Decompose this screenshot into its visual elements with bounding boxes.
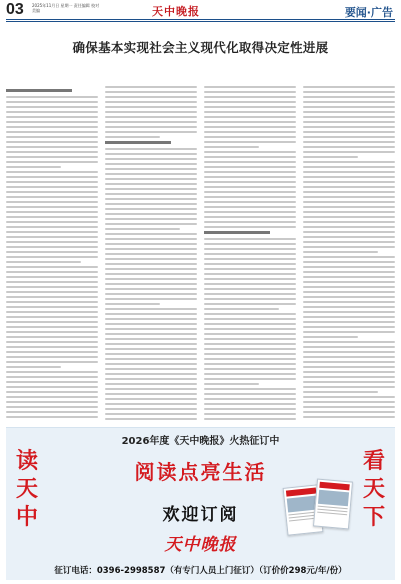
article-text-line [303,136,395,138]
article-text-line [303,101,395,103]
article-subheading [204,231,270,234]
article-text-line [303,236,395,238]
article-text-line [6,341,98,343]
article-text-line [105,363,197,365]
article-text-line [303,126,395,128]
article-text-line [204,146,259,148]
article-text-line [204,348,296,350]
article-text-line [105,333,197,335]
article-text-line [105,218,197,220]
article-text-line [204,221,296,223]
article-text-line [303,371,395,373]
article-text-line [105,106,197,108]
article-text-line [204,278,296,280]
article-text-line [204,368,296,370]
article-text-line [6,231,98,233]
ad-subscription-phone: 征订电话：0396-2998587（有专门人员上门征订）（订价价298元/年/份） [54,566,347,576]
article-text-line [6,141,98,143]
article-text-line [303,271,395,273]
article-text-line [204,353,296,355]
article-text-line [6,206,98,208]
article-text-line [204,288,296,290]
article-text-line [6,356,98,358]
article-text-line [6,281,98,283]
article-text-line [204,96,296,98]
article-text-line [303,151,395,153]
article-text-line [6,161,98,163]
article-text-line [204,343,296,345]
article-text-line [105,96,197,98]
article-text-line [105,91,197,93]
article-text-line [105,388,197,390]
article-text-line [105,268,197,270]
issue-meta: 2025年11月日 星期一 责任编辑 校对 美编 [32,3,100,13]
article-text-line [105,373,197,375]
article-text-line [6,391,98,393]
article-text-line [303,206,395,208]
article-text-line [105,248,197,250]
article-text-line [204,166,296,168]
article-text-line [204,373,296,375]
article-column-2 [105,86,197,421]
article-text-line [105,163,197,165]
article-text-line [6,101,98,103]
article-text-line [204,338,296,340]
article-text-line [204,121,296,123]
article-text-line [6,131,98,133]
article-text-line [105,293,197,295]
article-text-line [6,121,98,123]
article-text-line [6,271,98,273]
article-text-line [105,188,197,190]
article-text-line [204,131,296,133]
article-text-line [303,211,395,213]
article-text-line [105,183,197,185]
article-text-line [6,276,98,278]
article-text-line [105,223,197,225]
article-text-line [303,411,395,413]
article-column-3 [204,86,296,421]
article-text-line [105,198,197,200]
article-text-line [303,301,395,303]
article-text-line [6,241,98,243]
article-text-line [6,376,98,378]
article-text-line [303,241,395,243]
article-text-line [105,243,197,245]
article-text-line [204,211,296,213]
article-text-line [204,206,296,208]
article-text-line [303,346,395,348]
article-text-line [6,351,98,353]
article-text-line [303,376,395,378]
article-text-line [105,178,197,180]
article-text-line [105,368,197,370]
article-text-line [204,403,296,405]
article-text-line [6,226,98,228]
article-text-line [303,366,395,368]
article-text-line [204,273,296,275]
article-text-line [6,301,98,303]
newspaper-illustration-front [313,479,353,530]
article-text-line [204,141,296,143]
article-text-line [303,351,395,353]
article-text-line [204,116,296,118]
article-text-line [303,106,395,108]
article-text-line [303,256,395,258]
article-text-line [6,306,98,308]
article-text-line [204,126,296,128]
article-text-line [105,233,197,235]
article-text-line [204,323,296,325]
article-text-line [303,416,395,418]
header-rule-secondary [6,21,395,22]
article-text-line [6,116,98,118]
article-text-line [303,171,395,173]
article-text-line [6,246,98,248]
article-text-line [105,101,197,103]
article-text-line [6,326,98,328]
article-text-line [105,273,197,275]
subscription-advertisement [6,427,395,580]
article-text-line [6,171,98,173]
article-text-line [105,418,197,420]
article-text-line [105,338,197,340]
article-text-line [105,343,197,345]
article-text-line [204,176,296,178]
article-text-line [303,356,395,358]
article-text-line [204,328,296,330]
article-text-line [303,96,395,98]
article-text-line [303,181,395,183]
article-text-line [105,203,197,205]
article-text-line [303,406,395,408]
article-text-line [303,386,395,388]
article-text-line [303,381,395,383]
article-text-line [204,308,279,310]
article-text-line [105,358,197,360]
article-text-line [6,381,98,383]
article-text-line [204,248,296,250]
article-text-line [204,191,296,193]
article-text-line [105,208,197,210]
article-text-line [303,391,378,393]
article-text-line [105,378,197,380]
article-text-line [6,291,98,293]
article-text-line [303,121,395,123]
article-text-line [204,101,296,103]
article-column-1 [6,86,98,421]
article-text-line [6,256,98,258]
article-text-line [105,308,197,310]
article-text-line [303,131,395,133]
article-text-line [303,146,395,148]
article-text-line [204,201,296,203]
header-rule [6,19,395,20]
article-text-line [6,266,98,268]
article-text-line [105,278,197,280]
article-text-line [204,136,296,138]
article-text-line [105,303,160,305]
article-text-line [303,276,395,278]
article-body [6,86,395,421]
article-text-line [6,151,98,153]
article-text-line [204,268,296,270]
article-text-line [6,251,98,253]
article-text-line [204,186,296,188]
article-text-line [6,346,98,348]
article-text-line [6,191,98,193]
article-text-line [303,116,395,118]
article-text-line [204,283,296,285]
article-text-line [204,263,296,265]
article-text-line [6,196,98,198]
article-text-line [303,166,395,168]
article-text-line [105,148,197,150]
article-text-line [105,116,197,118]
article-text-line [105,121,197,123]
ad-subscription-year: 2026年度《天中晚报》火热征订中 [121,436,280,447]
article-subheading [6,89,72,92]
article-text-line [303,341,395,343]
article-text-line [105,403,197,405]
article-text-line [105,393,197,395]
article-text-line [6,126,98,128]
article-text-line [6,211,98,213]
article-text-line [303,316,395,318]
newspaper-stack-illustration [285,476,355,538]
article-text-line [204,408,296,410]
article-text-line [6,311,98,313]
article-text-line [204,303,296,305]
article-text-line [105,413,197,415]
article-text-line [105,383,197,385]
article-text-line [6,181,98,183]
article-text-line [105,348,197,350]
article-text-line [303,226,395,228]
article-text-line [204,216,296,218]
article-text-line [204,253,296,255]
article-text-line [204,243,296,245]
article-text-line [105,263,197,265]
article-text-line [303,286,395,288]
article-text-line [303,111,395,113]
article-text-line [6,331,98,333]
article-text-line [303,186,395,188]
article-text-line [105,158,197,160]
article-text-line [204,161,296,163]
page-number: 03 [6,1,24,18]
article-text-line [303,216,395,218]
article-text-line [6,236,98,238]
article-text-line [303,201,395,203]
article-text-line [303,141,395,143]
article-text-line [204,196,296,198]
article-text-line [6,261,81,263]
article-text-line [6,296,98,298]
article-text-line [204,333,296,335]
article-text-line [6,286,98,288]
article-text-line [303,311,395,313]
ad-side-slogan-left: 读天中 [15,449,38,530]
article-text-line [105,313,197,315]
article-text-line [303,306,395,308]
article-text-line [6,406,98,408]
article-text-line [6,156,98,158]
article-text-line [204,86,296,88]
article-text-line [105,193,197,195]
article-text-line [105,238,197,240]
ad-slogan: 阅读点亮生活 [134,460,267,484]
article-text-line [6,371,98,373]
article-text-line [6,316,98,318]
article-text-line [204,418,296,420]
article-text-line [105,228,180,230]
article-text-line [204,363,296,365]
article-text-line [204,318,296,320]
article-text-line [204,298,296,300]
article-text-line [6,386,98,388]
article-text-line [6,336,98,338]
article-text-line [303,261,395,263]
article-text-line [303,326,395,328]
article-text-line [303,321,395,323]
article-text-line [204,181,296,183]
article-text-line [204,358,296,360]
article-text-line [303,291,395,293]
ad-brand-logo: 天中晚报 [164,535,237,555]
article-text-line [105,298,197,300]
article-text-line [204,226,296,228]
article-text-line [204,293,296,295]
article-text-line [303,161,395,163]
article-text-line [303,86,395,88]
article-text-line [6,216,98,218]
article-text-line [303,336,358,338]
article-text-line [6,166,61,168]
ad-welcome: 欢迎订阅 [162,505,239,525]
article-text-line [303,281,395,283]
article-text-line [204,413,296,415]
article-text-line [204,171,296,173]
article-text-line [204,111,296,113]
article-text-line [204,393,296,395]
article-text-line [204,378,296,380]
article-text-line [303,231,395,233]
article-text-line [105,153,197,155]
article-text-line [6,411,98,413]
page-header [0,0,401,24]
article-text-line [303,221,395,223]
article-text-line [6,201,98,203]
article-text-line [303,196,395,198]
article-text-line [105,398,197,400]
article-text-line [105,323,197,325]
article-text-line [105,136,160,138]
article-text-line [6,396,98,398]
article-headline: 确保基本实现社会主义现代化取得决定性进展 [72,40,329,55]
article-text-line [6,111,98,113]
article-text-line [105,131,197,133]
newspaper-logo: 天中晚报 [152,5,200,18]
article-text-line [204,258,296,260]
article-text-line [204,151,296,153]
article-text-line [105,253,197,255]
article-text-line [303,156,358,158]
article-text-line [105,318,197,320]
article-text-line [303,296,395,298]
article-text-line [105,168,197,170]
article-text-line [6,176,98,178]
article-text-line [303,176,395,178]
article-text-line [105,328,197,330]
article-text-line [105,353,197,355]
article-text-line [105,173,197,175]
ad-side-slogan-right: 看天下 [362,449,385,530]
article-text-line [6,186,98,188]
article-text-line [105,126,197,128]
article-text-line [303,191,395,193]
article-text-line [105,111,197,113]
article-text-line [303,396,395,398]
article-text-line [204,91,296,93]
article-text-line [6,361,98,363]
article-text-line [105,213,197,215]
article-text-line [6,401,98,403]
article-text-line [204,156,296,158]
article-text-line [6,366,61,368]
article-text-line [303,401,395,403]
article-text-line [105,408,197,410]
article-text-line [303,331,395,333]
article-text-line [6,146,98,148]
article-text-line [303,266,395,268]
section-title: 要闻·广告 [344,6,393,19]
article-text-line [204,106,296,108]
article-text-line [6,96,98,98]
article-text-line [6,136,98,138]
article-text-line [303,91,395,93]
article-text-line [6,416,98,418]
article-text-line [204,313,296,315]
article-text-line [6,106,98,108]
article-text-line [303,251,378,253]
article-text-line [105,283,197,285]
article-subheading [105,141,171,144]
article-text-line [204,383,259,385]
article-text-line [303,361,395,363]
article-text-line [105,258,197,260]
article-text-line [204,398,296,400]
article-text-line [105,86,197,88]
article-text-line [204,238,296,240]
article-column-4 [303,86,395,421]
article-text-line [105,288,197,290]
article-text-line [6,221,98,223]
article-text-line [204,388,296,390]
article-text-line [303,246,395,248]
article-text-line [6,321,98,323]
